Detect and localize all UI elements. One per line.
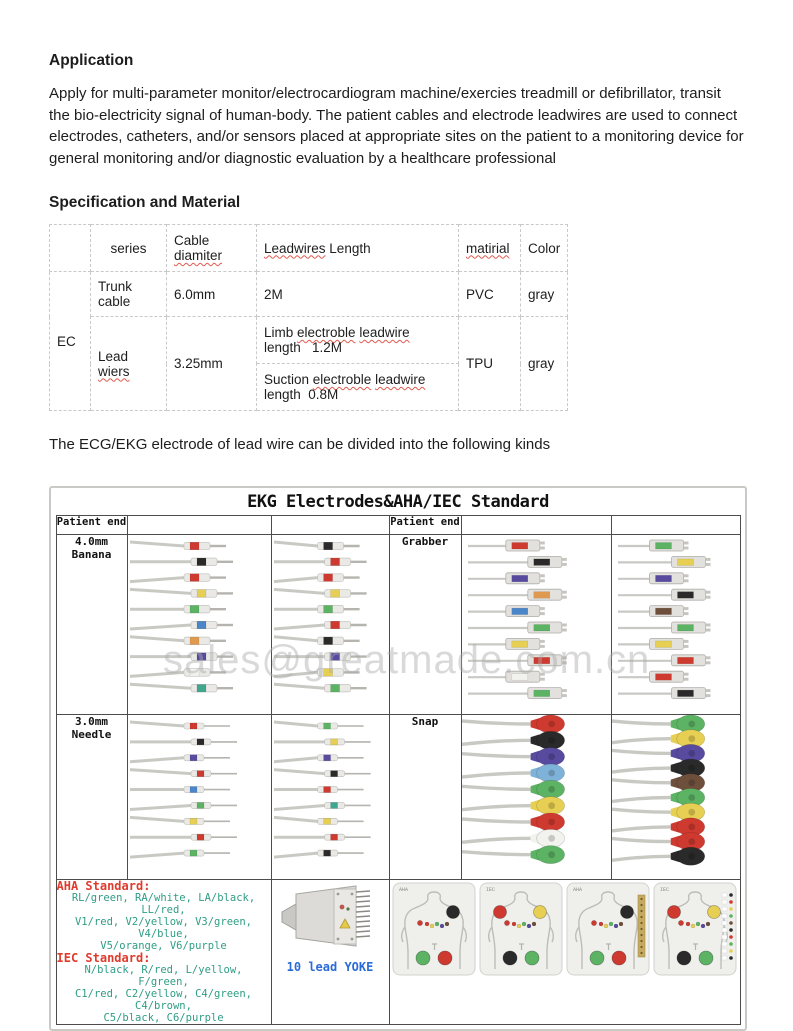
snap-iec-cables <box>612 715 737 874</box>
needle-iec-image <box>271 714 389 879</box>
ekg-row-needle-snap <box>56 714 740 879</box>
banana-aha-cables <box>128 535 268 709</box>
torso-diagram-4 <box>653 882 737 976</box>
color-standards-cell <box>56 879 271 1024</box>
aha-line-3: V5/orange, V6/purple <box>100 939 227 952</box>
ekg-standard-figure <box>49 486 747 1031</box>
lead-wires-name: Lead wiers <box>91 317 167 411</box>
snap-aha-cables <box>462 715 608 874</box>
header-iec-standard-2: IEC Standard <box>611 515 740 534</box>
spec-header-empty <box>50 225 91 272</box>
grabber-iec-cables <box>612 535 737 709</box>
torso-diagram-2 <box>479 882 563 976</box>
row-label-snap: Snap <box>389 714 461 879</box>
application-heading: Application <box>49 52 134 69</box>
ekg-table <box>56 515 741 1025</box>
limb-leadwire-length: Limb electroble leadwire length 1.2M <box>257 317 459 364</box>
banana-aha-image <box>127 534 271 714</box>
svg-text:IEC: IEC <box>660 886 670 893</box>
lead-wires-color: gray <box>521 317 568 411</box>
header-aha-standard-1: AHA Standard <box>127 515 271 534</box>
grabber-aha-image <box>461 534 611 714</box>
grabber-iec-image <box>611 534 740 714</box>
suction-leadwire-length: Suction electroble leadwire length 0.8M <box>257 364 459 411</box>
aha-line-1: RL/green, RA/white, LA/black, LL/red, <box>71 891 256 916</box>
specification-table <box>49 224 568 411</box>
yoke-cell <box>271 879 389 1024</box>
trunk-cable-color: gray <box>521 272 568 317</box>
torso-diagram-3 <box>566 882 650 976</box>
iec-line-2: C1/red, C2/yellow, C4/green, C4/brown, <box>74 987 252 1012</box>
spec-row-leadwires-limb <box>50 317 568 364</box>
snap-iec-image <box>611 714 740 879</box>
header-aha-standard-2: AHA Standard <box>461 515 611 534</box>
iec-standard-label: IEC Standard: <box>56 950 151 965</box>
aha-line-2: V1/red, V2/yellow, V3/green, V4/blue, <box>74 915 252 940</box>
snap-aha-image <box>461 714 611 879</box>
svg-text:AHA: AHA <box>399 886 409 893</box>
banana-iec-cables <box>272 535 386 709</box>
header-iec-standard-1: IEC Standard <box>271 515 389 534</box>
yoke-label: 10 lead YOKE <box>286 959 374 974</box>
banana-iec-image <box>271 534 389 714</box>
row-label-banana: 4.0mm Banana <box>56 534 127 714</box>
header-patient-end-2: Patient end <box>389 515 461 534</box>
ekg-header-row <box>56 515 740 534</box>
spec-header-leadwires-length: Leadwires Length <box>257 225 459 272</box>
needle-aha-image <box>127 714 271 879</box>
trunk-cable-diameter: 6.0mm <box>167 272 257 317</box>
svg-text:IEC: IEC <box>486 886 496 893</box>
iec-line-1: N/black, R/red, L/yellow, F/green, <box>84 963 243 988</box>
torso-diagrams <box>390 880 740 978</box>
spec-header-row <box>50 225 568 272</box>
trunk-cable-material: PVC <box>459 272 521 317</box>
figure-title: EKG Electrodes&AHA/IEC Standard <box>247 491 549 512</box>
specification-heading: Specification and Material <box>49 194 241 211</box>
spec-header-material: matirial <box>459 225 521 272</box>
spec-series-value: EC <box>50 272 91 411</box>
electrode-placement-cell <box>389 879 740 1024</box>
ekg-row-standards <box>56 879 740 1024</box>
svg-text:AHA: AHA <box>573 886 583 893</box>
iec-line-3: C5/black, C6/purple <box>103 1011 224 1024</box>
grabber-aha-cables <box>462 535 608 709</box>
ekg-row-banana-grabber <box>56 534 740 714</box>
spec-header-color: Color <box>521 225 568 272</box>
lead-wires-diameter: 3.25mm <box>167 317 257 411</box>
needle-aha-cables <box>128 715 268 874</box>
lead-wires-material: TPU <box>459 317 521 411</box>
trunk-cable-length: 2M <box>257 272 459 317</box>
row-label-grabber: Grabber <box>389 534 461 714</box>
kinds-text: The ECG/EKG electrode of lead wire can be divided into the following kinds <box>49 436 551 453</box>
spec-header-series: series <box>91 225 167 272</box>
spec-row-trunk <box>50 272 568 317</box>
needle-iec-cables <box>272 715 386 874</box>
watermark: sales@greatmade.com.cn <box>163 637 651 682</box>
torso-diagram-1 <box>392 882 476 976</box>
header-patient-end-1: Patient end <box>56 515 127 534</box>
application-paragraph: Apply for multi-parameter monitor/electrocardiogram machine/exercies treadmill or defibrillator, transit the bio-electricity signal of human-body. The patient cables and electrode leadwires are used to connect electrodes, catheters, and/or sensors placed at appropriate sites on the patient to a monitoring device for general monitoring and/or diagnostic evaluation by a healthcare professional <box>49 85 744 167</box>
yoke-connector-image <box>278 880 382 954</box>
row-label-needle: 3.0mm Needle <box>56 714 127 879</box>
spec-header-cable-diameter: Cable diamiter <box>167 225 257 272</box>
trunk-cable-name: Trunk cable <box>91 272 167 317</box>
aha-standard-label: AHA Standard: <box>56 879 151 893</box>
